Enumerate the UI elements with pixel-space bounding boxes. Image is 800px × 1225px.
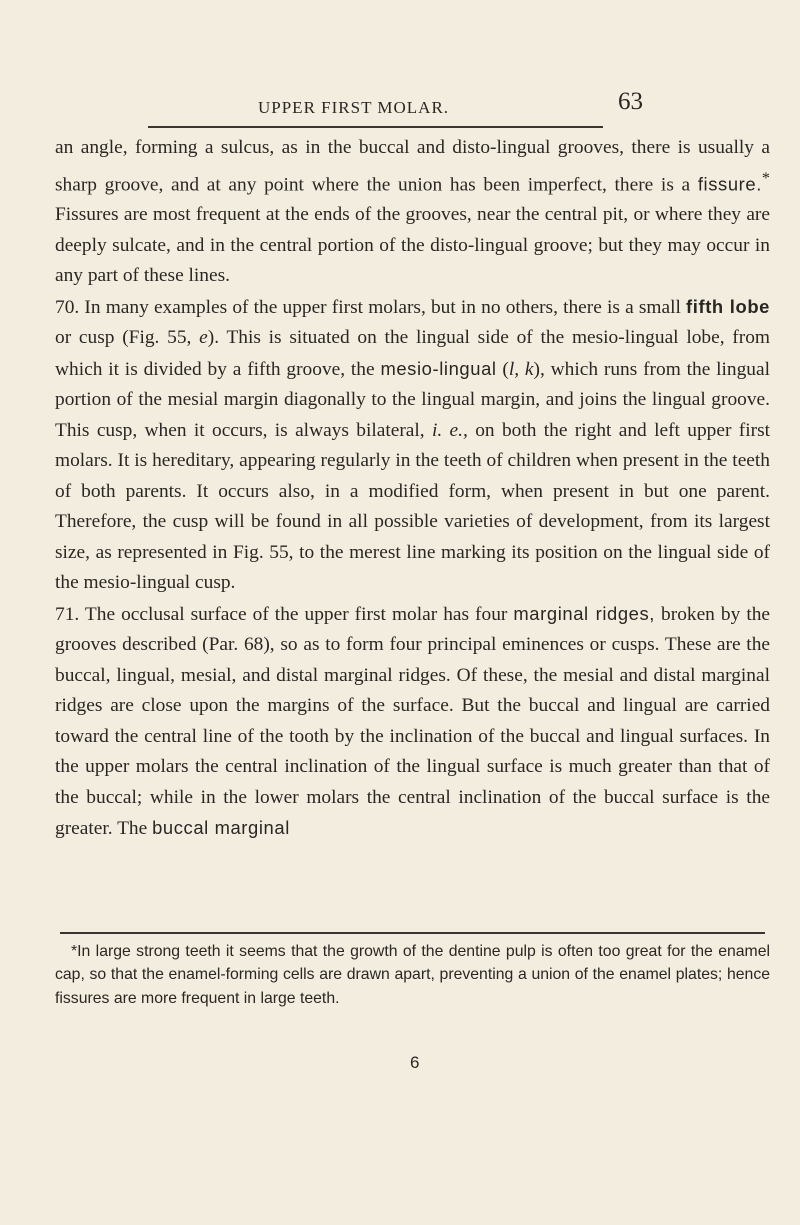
page-header (148, 88, 798, 126)
body-text (55, 133, 770, 845)
term-fissure: fissure. (697, 172, 762, 194)
paragraph-70: 70. In many examples of the upper first molars, but in no others, there is a small fifth lobe or cusp (Fig. 55, e). This is situated on the lingual side of the mesio-lingual lobe, from which it is divided by a fifth groove, the mesio-lingual (l, k), which runs from the lingual portion of the mesial margin diagonally to the lingual margin, and joins the lingual groove. This cusp, when it occurs, is always bilateral, i. e., on both the right and left upper first molars. It is hereditary, appearing regularly in the teeth of children when present in the teeth of both parents. It occurs also, in a modified form, when present in but one parent. Therefore, the cusp will be found in all possible varieties of development, from its largest size, as represented in Fig. 55, to the merest line marking its position on the lingual side of the mesio-lingual cusp. (55, 295, 771, 594)
header-rule (148, 126, 603, 128)
paragraph-1: an angle, forming a sulcus, as in the buccal and disto-lingual grooves, there is usually a sharp groove, and at any point where the union has been imperfect, there is a fissure.* Fissures are most frequent at the ends of the grooves, near the central pit, or where they are deeply sulcate, and in the central portion of the disto-lingual groove; but they may occur in any part of these lines. (55, 137, 770, 287)
paragraph-71: 71. The occlusal surface of the upper first molar has four marginal ridges, broken by the grooves described (Par. 68), so as to form four principal eminences or cusps. These are the buccal, lingual, mesial, and distal marginal ridges. Of these, the mesial and distal marginal ridges are close upon the margins of the surface. But the buccal and lingual are carried toward the central line of the tooth by the inclination of the buccal and lingual surfaces. In the upper molars the central inclination of the lingual surface is much greater than that of the buccal; while in the lower molars the central inclination of the buccal surface is the greater. The buccal marginal (55, 602, 771, 840)
term-fifth-lobe: fifth lobe (686, 295, 770, 317)
page-number: 63 (618, 88, 643, 115)
term-marginal-ridges: marginal ridges, (513, 602, 656, 624)
term-mesio-lingual: mesio-lingual (380, 357, 497, 379)
footnote-marker: * (761, 169, 770, 187)
footnote-rule (60, 932, 765, 934)
running-head: UPPER FIRST MOLAR. (258, 98, 450, 117)
signature-mark: 6 (410, 1053, 420, 1072)
term-buccal-marginal: buccal marginal (152, 817, 290, 839)
footnote: *In large strong teeth it seems that the growth of the dentine pulp is often too great for the enamel cap, so that the enamel-forming cells are drawn apart, preventing a union of the enamel plates; hence fissures are more frequent in large teeth. (55, 943, 770, 1007)
